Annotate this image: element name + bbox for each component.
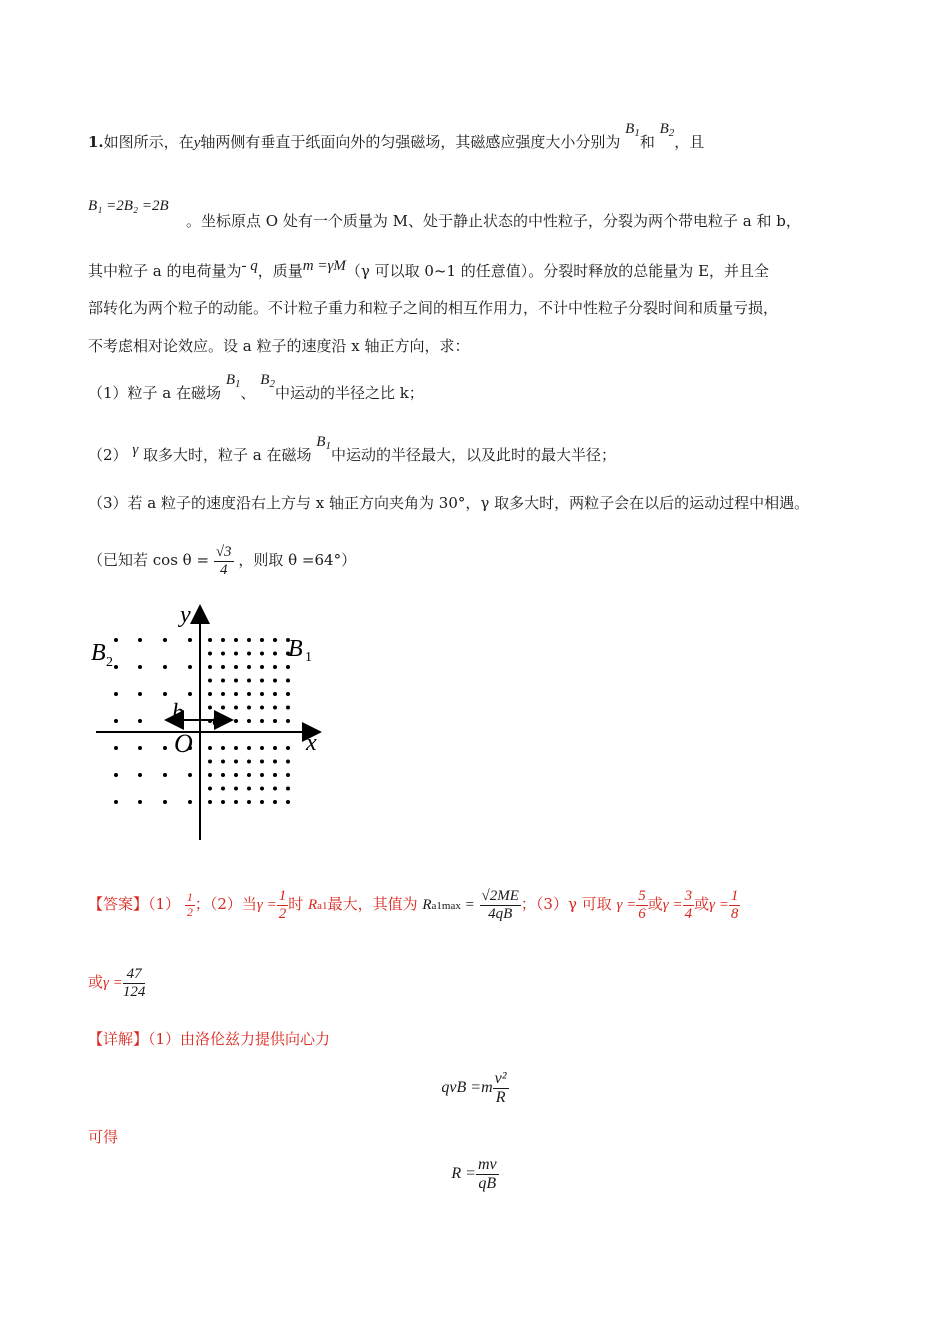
symbol-B2: $B_2$ xyxy=(260,372,275,390)
fraction-den: 6 xyxy=(638,905,646,922)
field-dot xyxy=(188,800,192,804)
question-line-4 xyxy=(88,297,778,318)
text-span: （1）由洛伦兹力提供向心力 xyxy=(148,1030,331,1048)
symbol-R xyxy=(308,897,328,913)
field-dot xyxy=(260,760,264,764)
Rmax-letter: R xyxy=(422,897,432,913)
equation-lorentz xyxy=(0,1070,950,1106)
fraction-num: √3 xyxy=(215,544,232,560)
field-dot xyxy=(163,692,167,696)
field-dot xyxy=(163,800,167,804)
fraction xyxy=(185,891,195,918)
fraction-den: R xyxy=(495,1088,506,1106)
field-dot xyxy=(247,706,251,710)
text-span: （2）当 xyxy=(209,895,257,913)
label-O: O xyxy=(174,729,193,758)
field-dot xyxy=(114,638,118,642)
field-dot xyxy=(221,665,225,669)
text-span: 取多大时，粒子 a 在磁场 xyxy=(143,446,312,464)
field-dot xyxy=(208,679,212,683)
fraction-num: 3 xyxy=(684,888,693,904)
field-dot xyxy=(286,692,290,696)
equation-radius xyxy=(0,1156,950,1192)
text-span: 其中粒子 a 的电荷量为 xyxy=(88,262,242,280)
symbol-B1: $B_1$ xyxy=(225,372,241,390)
field-dot xyxy=(138,638,142,642)
text-span: （2） xyxy=(88,446,128,464)
subquestion-3 xyxy=(88,492,809,513)
text-span: 时 xyxy=(288,895,304,913)
text-span: ，则取 θ =64°） xyxy=(238,551,357,569)
symbol-gamma: γ xyxy=(132,442,139,458)
field-dot xyxy=(208,692,212,696)
text-span: ； xyxy=(194,895,210,913)
subquestion-1 xyxy=(88,372,424,403)
label-a: a xyxy=(212,706,224,732)
detail-tag: 【详解】 xyxy=(88,1030,149,1048)
B1-sub: 1 xyxy=(634,127,640,139)
field-dot xyxy=(188,638,192,642)
label-y: y xyxy=(180,602,191,628)
text-span: 或 xyxy=(88,973,104,991)
R-letter: R xyxy=(308,897,318,913)
field-dot xyxy=(273,652,277,656)
gamma-eq: γ = xyxy=(256,897,277,913)
fraction xyxy=(729,888,741,922)
relation-text: B₁ =2B₂ =2B xyxy=(88,198,169,214)
text-span: 、 xyxy=(240,384,256,402)
question-line-1 xyxy=(88,121,705,152)
field-dot xyxy=(208,773,212,777)
field-dot xyxy=(221,679,225,683)
field-dot xyxy=(163,638,167,642)
fraction-num: 1 xyxy=(730,888,739,904)
equation-left: qvB =m xyxy=(441,1078,493,1096)
field-dot xyxy=(286,706,290,710)
answer-line xyxy=(88,888,740,922)
field-dot xyxy=(114,719,118,723)
Rmax-sub: a1max xyxy=(431,900,461,912)
equation-left: R = xyxy=(451,1164,476,1182)
question-line-2 xyxy=(186,210,801,231)
fraction xyxy=(277,888,289,922)
field-dot xyxy=(138,692,142,696)
charge-q: - q xyxy=(241,258,258,274)
field-dot xyxy=(260,800,264,804)
fraction-den: 4 xyxy=(684,905,693,922)
text-span: 和 xyxy=(639,133,655,151)
question-number: 1. xyxy=(88,133,104,151)
field-dot xyxy=(208,800,212,804)
field-dot xyxy=(247,719,251,723)
magnetic-field-figure xyxy=(88,600,328,845)
fraction-den: 124 xyxy=(122,983,146,1000)
field-dot xyxy=(221,746,225,750)
field-dot xyxy=(138,773,142,777)
label-B2-sub: 2 xyxy=(106,655,113,670)
text-span: ，质量 xyxy=(257,262,303,280)
field-dot xyxy=(260,706,264,710)
field-dot xyxy=(234,638,238,642)
fraction-num: 1 xyxy=(278,888,287,904)
fraction-den: 2 xyxy=(278,905,287,922)
text-span: 最大，其值为 xyxy=(327,895,418,913)
field-dot xyxy=(247,760,251,764)
field-dot xyxy=(114,800,118,804)
label-B1: B xyxy=(288,636,303,662)
relation-formula xyxy=(88,196,169,215)
field-dot xyxy=(163,746,167,750)
equals: = xyxy=(464,897,475,913)
field-dot xyxy=(260,719,264,723)
fraction xyxy=(493,1070,509,1106)
text-span: （γ 可以取 0~1 的任意值）。分裂时释放的总能量为 E，并且全 xyxy=(345,262,770,280)
text-span: 或 xyxy=(647,895,663,913)
symbol-B1 xyxy=(625,121,640,137)
field-dot xyxy=(260,679,264,683)
field-dot xyxy=(234,679,238,683)
detail-line-1 xyxy=(88,1028,330,1049)
field-dot xyxy=(234,760,238,764)
field-dot xyxy=(188,773,192,777)
field-dot xyxy=(234,800,238,804)
field-dot xyxy=(208,638,212,642)
field-dot xyxy=(260,787,264,791)
text-span: （已知若 cos θ = xyxy=(88,551,210,569)
field-dot xyxy=(247,679,251,683)
detail-line-2 xyxy=(88,1126,118,1147)
field-dot xyxy=(273,638,277,642)
fraction-den: 4 xyxy=(219,561,228,578)
field-dot xyxy=(260,652,264,656)
text-span: （1）粒子 a 在磁场 xyxy=(88,384,222,402)
field-dot xyxy=(208,787,212,791)
var-y: y xyxy=(193,135,201,151)
fraction-den: qB xyxy=(478,1174,497,1192)
field-dot xyxy=(138,746,142,750)
text-span: 如图所示，在 xyxy=(103,133,194,151)
gamma-eq: γ = xyxy=(103,975,123,991)
fraction-den: 2 xyxy=(186,904,193,919)
text-span: 。坐标原点 O 处有一个质量为 M、处于静止状态的中性粒子，分裂为两个带电粒子 a 和 b， xyxy=(186,212,801,230)
field-dot xyxy=(221,787,225,791)
field-dot xyxy=(247,773,251,777)
field-dot xyxy=(260,665,264,669)
fraction-num: √2ME xyxy=(481,888,519,904)
fraction xyxy=(683,888,695,922)
gamma-eq: γ = xyxy=(662,897,683,913)
text-span: 轴两侧有垂直于纸面向外的匀强磁场，其磁感应强度大小分别为 xyxy=(200,133,621,151)
field-dot xyxy=(114,692,118,696)
field-dot xyxy=(221,692,225,696)
field-dot xyxy=(188,692,192,696)
field-dot xyxy=(234,652,238,656)
gamma-eq: γ = xyxy=(616,897,637,913)
field-dot xyxy=(208,760,212,764)
field-dot xyxy=(247,787,251,791)
hint-fraction xyxy=(214,544,234,578)
text-span: 或 xyxy=(694,895,710,913)
field-dot xyxy=(286,800,290,804)
field-dot xyxy=(234,773,238,777)
field-dot xyxy=(114,665,118,669)
field-dot xyxy=(208,746,212,750)
fraction-num: 1 xyxy=(186,890,193,905)
field-dot xyxy=(221,800,225,804)
field-dot xyxy=(114,773,118,777)
label-B2: B xyxy=(91,640,106,666)
field-dot xyxy=(286,679,290,683)
field-dot xyxy=(188,665,192,669)
field-dot xyxy=(273,665,277,669)
field-dot xyxy=(221,652,225,656)
field-dot xyxy=(273,706,277,710)
text-span: （3）若 a 粒子的速度沿右上方与 x 轴正方向夹角为 30°，γ 取多大时，两粒子会在以后的运动过程中相遇。 xyxy=(88,494,810,512)
field-dot xyxy=(273,719,277,723)
answer-tag: 【答案】 xyxy=(88,895,149,913)
question-line-3 xyxy=(88,260,769,281)
text-span: ，且 xyxy=(674,133,705,151)
field-dot xyxy=(273,746,277,750)
field-dot xyxy=(273,800,277,804)
field-dot xyxy=(260,746,264,750)
field-dot xyxy=(138,719,142,723)
text-span: 部转化为两个粒子的动能。不计粒子重力和粒子之间的相互作用力，不计中性粒子分裂时间和质量亏损， xyxy=(88,299,779,317)
field-dot xyxy=(286,760,290,764)
question-line-5 xyxy=(88,335,469,356)
field-dot xyxy=(247,692,251,696)
mass-formula: m =γM xyxy=(302,258,346,274)
fraction-num: 5 xyxy=(638,888,646,904)
field-dot xyxy=(286,787,290,791)
text-span: 不考虑相对论效应。设 a 粒子的速度沿 x 轴正方向，求： xyxy=(88,337,470,355)
text-span: ；（3）γ 可取 xyxy=(520,895,612,913)
fraction xyxy=(123,966,146,1000)
B2-letter: B xyxy=(659,121,669,137)
gamma-eq: γ = xyxy=(709,897,729,913)
field-dot xyxy=(273,760,277,764)
fraction-den: 8 xyxy=(730,905,739,922)
symbol-Rmax xyxy=(422,897,474,913)
text-span: （1） xyxy=(148,895,181,913)
field-dot xyxy=(247,652,251,656)
field-dot xyxy=(221,760,225,764)
hint xyxy=(88,544,356,578)
field-dot xyxy=(273,787,277,791)
fraction-num: v² xyxy=(494,1070,507,1087)
label-x: x xyxy=(306,730,317,756)
field-dot xyxy=(234,706,238,710)
field-dot xyxy=(234,692,238,696)
field-dot xyxy=(260,773,264,777)
field-dot xyxy=(234,746,238,750)
field-dot xyxy=(273,692,277,696)
field-dot xyxy=(286,665,290,669)
fraction-Rmax xyxy=(480,888,521,922)
text-span: 可得 xyxy=(88,1128,119,1146)
symbol-B1: $B_1$ xyxy=(316,434,331,452)
field-dot xyxy=(286,719,290,723)
field-dot xyxy=(260,692,264,696)
field-dot xyxy=(221,638,225,642)
field-dot xyxy=(163,665,167,669)
field-dot xyxy=(163,773,167,777)
field-dot xyxy=(208,652,212,656)
field-dot xyxy=(138,665,142,669)
symbol-B2 xyxy=(660,121,675,137)
field-dot xyxy=(208,665,212,669)
field-dot xyxy=(273,679,277,683)
fraction xyxy=(636,888,648,922)
fraction-num: mv xyxy=(477,1156,497,1173)
field-dot xyxy=(138,800,142,804)
fraction xyxy=(476,1156,499,1192)
R-sub: a1 xyxy=(317,900,328,912)
field-dot xyxy=(273,773,277,777)
field-dot xyxy=(247,665,251,669)
text-span: 中运动的半径之比 k； xyxy=(274,384,424,402)
field-dot xyxy=(221,773,225,777)
field-dot xyxy=(234,665,238,669)
label-B1-sub: 1 xyxy=(305,650,312,665)
field-dot xyxy=(247,800,251,804)
field-dot xyxy=(114,746,118,750)
field-dot xyxy=(234,719,238,723)
field-dot xyxy=(260,638,264,642)
field-dot xyxy=(286,773,290,777)
B2-sub: 2 xyxy=(668,127,675,139)
B1-letter: B xyxy=(625,121,635,137)
answer-line-2 xyxy=(88,966,145,1000)
field-dot xyxy=(247,638,251,642)
fraction-num: 47 xyxy=(123,966,146,984)
field-dot xyxy=(234,787,238,791)
field-dot xyxy=(286,746,290,750)
label-b: b xyxy=(172,700,184,726)
text-span: 中运动的半径最大，以及此时的最大半径； xyxy=(330,446,616,464)
subquestion-2 xyxy=(88,434,616,465)
fraction-den: 4qB xyxy=(488,905,513,922)
field-dot xyxy=(247,746,251,750)
